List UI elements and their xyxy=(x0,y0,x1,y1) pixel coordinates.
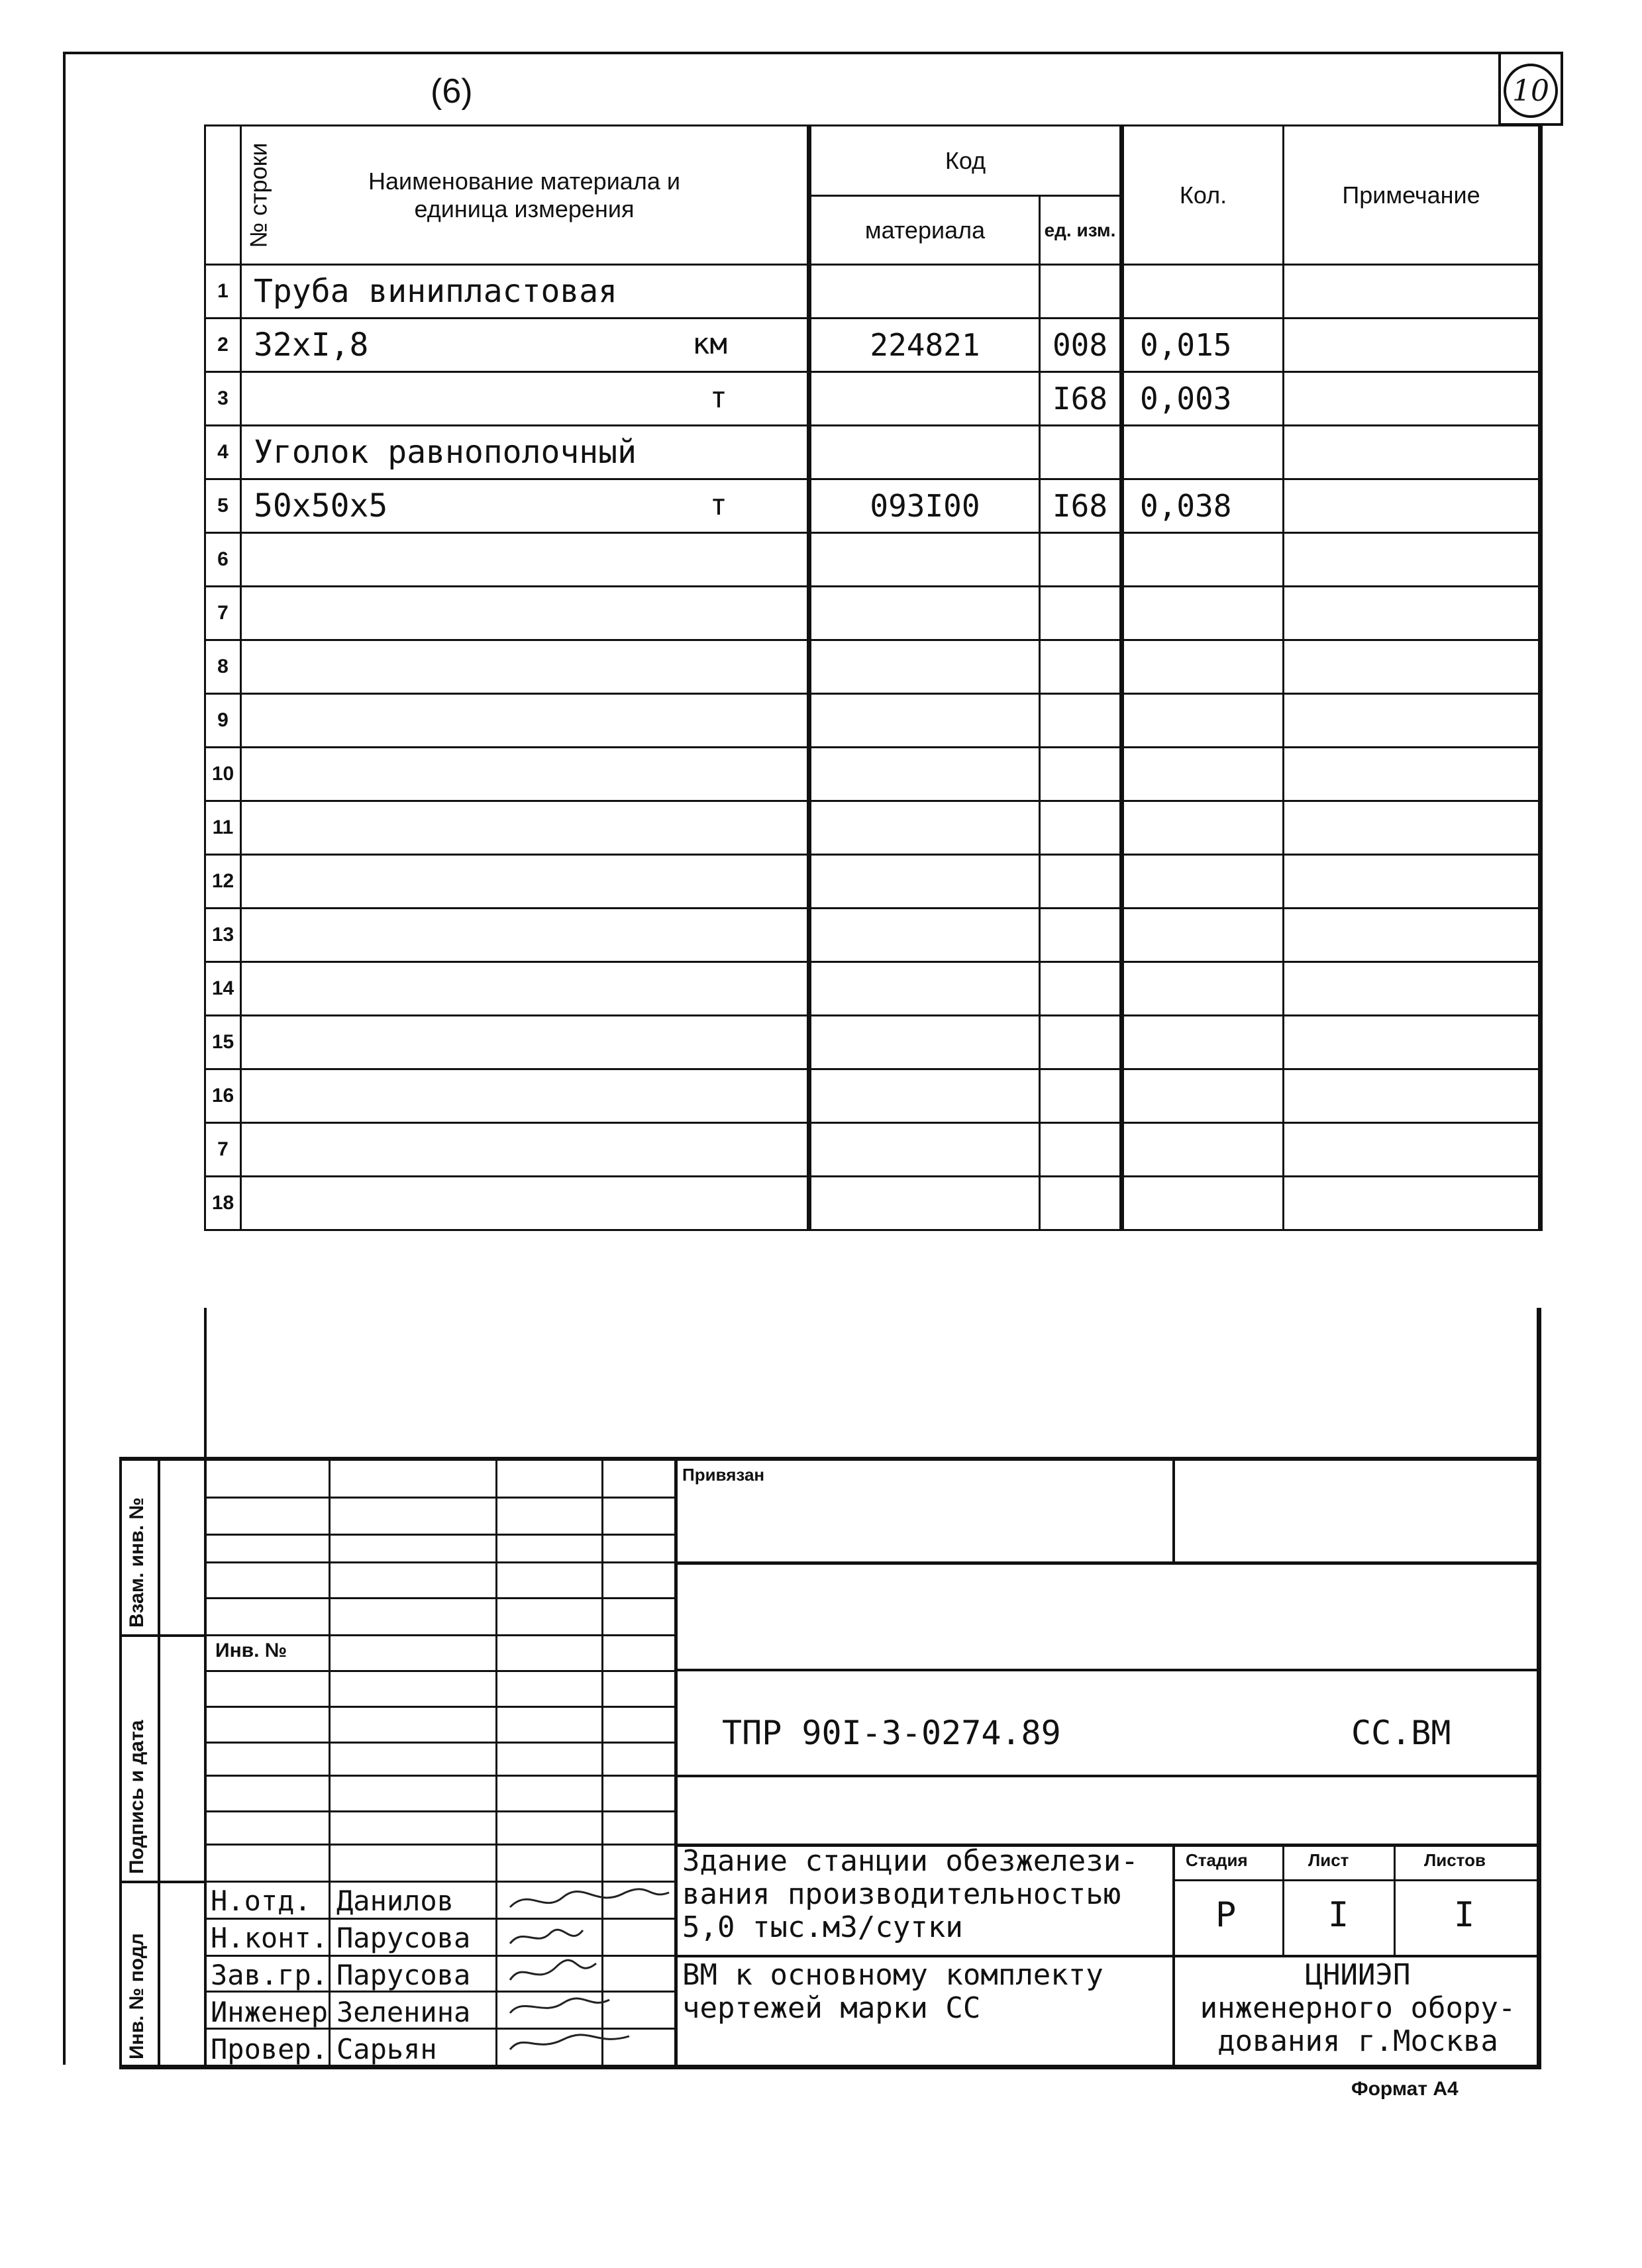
stage-header-line xyxy=(1172,1879,1541,1881)
header-material: материала xyxy=(809,196,1040,265)
object-title-line3: 5,0 тыс.м3/сутки xyxy=(682,1910,963,1944)
side-label-vzam: Взам. инв. № xyxy=(126,1497,148,1628)
row-unit-code: I68 xyxy=(1040,372,1122,426)
organization-line3: дования г.Москва xyxy=(1217,2024,1498,2058)
table-row xyxy=(205,372,1541,426)
row-material-code xyxy=(809,694,1040,748)
row-number: 7 xyxy=(205,587,241,640)
signatures xyxy=(497,1881,676,2066)
table-row xyxy=(205,1177,1541,1230)
header-qty: Кол. xyxy=(1122,126,1284,265)
row-unit-code xyxy=(1040,1177,1122,1230)
row-number: 18 xyxy=(205,1177,241,1230)
row-material-code xyxy=(809,801,1040,855)
page-label: (6) xyxy=(431,72,473,111)
row-unit-code xyxy=(1040,1069,1122,1123)
doc-mark: СС.ВМ xyxy=(1351,1714,1451,1752)
row-material-code xyxy=(809,909,1040,962)
row-unit-code xyxy=(1040,587,1122,640)
row-note xyxy=(1284,1123,1541,1177)
row-number: 12 xyxy=(205,855,241,909)
row-note xyxy=(1284,319,1541,372)
staff-role: Н.отд. xyxy=(211,1885,311,1917)
row-quantity xyxy=(1122,1177,1284,1230)
table-row xyxy=(205,640,1541,694)
stamp-grid-row-line xyxy=(204,1775,676,1777)
privyazan-divider xyxy=(1172,1457,1175,1563)
table-row xyxy=(205,694,1541,748)
stamp-grid-row-line xyxy=(204,1597,676,1599)
row-number: 15 xyxy=(205,1016,241,1069)
row-name-text: 50х50х5 xyxy=(254,487,388,524)
row-name-text: Уголок равнополочный xyxy=(254,434,637,471)
privyazan-label: Привязан xyxy=(682,1465,765,1485)
row-quantity xyxy=(1122,909,1284,962)
row-number: 7 xyxy=(205,1123,241,1177)
row-material-code xyxy=(809,1123,1040,1177)
table-row xyxy=(205,1016,1541,1069)
row-material-code xyxy=(809,1069,1040,1123)
signature-2 xyxy=(510,1930,583,1944)
stamp-top-line xyxy=(119,1457,1541,1461)
header-row-no: № строки xyxy=(205,126,241,265)
right-line-3 xyxy=(674,1775,1541,1777)
row-note xyxy=(1284,372,1541,426)
row-note xyxy=(1284,694,1541,748)
row-quantity: 0,003 xyxy=(1122,372,1284,426)
row-material-code: 093I00 xyxy=(809,479,1040,533)
row-quantity xyxy=(1122,801,1284,855)
row-quantity xyxy=(1122,694,1284,748)
signature-4 xyxy=(510,1998,609,2013)
document-title-line2: чертежей марки СС xyxy=(682,1991,981,2025)
row-note xyxy=(1284,533,1541,587)
side-label-inv-podl: Инв. № подл xyxy=(126,1933,148,2059)
stamp-grid-row-line xyxy=(204,1670,676,1672)
organization-line2: инженерного обору- xyxy=(1200,1991,1516,2025)
row-unit-code xyxy=(1040,909,1122,962)
row-number: 10 xyxy=(205,748,241,801)
row-note xyxy=(1284,265,1541,319)
sheets-value: I xyxy=(1454,1895,1475,1935)
object-title-line1: Здание станции обезжелези- xyxy=(682,1844,1139,1878)
right-line-2 xyxy=(674,1669,1541,1671)
stage-block-div2 xyxy=(1394,1844,1396,1956)
table-row xyxy=(205,479,1541,533)
row-material-code xyxy=(809,426,1040,479)
row-quantity xyxy=(1122,640,1284,694)
row-unit-label: т xyxy=(709,381,727,415)
row-number: 14 xyxy=(205,962,241,1016)
sheet-value: I xyxy=(1328,1895,1349,1935)
organization xyxy=(1182,1959,1533,2058)
stamp-grid-row-line xyxy=(204,1634,676,1636)
row-name xyxy=(241,748,809,801)
staff-role: Провер. xyxy=(211,2033,329,2065)
row-note xyxy=(1284,1069,1541,1123)
stamp-grid-row-line xyxy=(204,1706,676,1708)
sheet-number: 10 xyxy=(1504,64,1558,118)
stamp-bottom-line xyxy=(119,2065,1541,2069)
row-number: 2 xyxy=(205,319,241,372)
document-title xyxy=(682,1959,1103,2025)
row-unit-code: I68 xyxy=(1040,479,1122,533)
row-name xyxy=(241,1016,809,1069)
row-note xyxy=(1284,909,1541,962)
row-quantity xyxy=(1122,962,1284,1016)
row-name xyxy=(241,479,809,533)
object-title xyxy=(682,1845,1139,1944)
stamp-grid-row-line xyxy=(204,1844,676,1846)
row-name xyxy=(241,694,809,748)
row-material-code xyxy=(809,748,1040,801)
stamp-grid-row-line xyxy=(204,1497,676,1499)
row-note xyxy=(1284,426,1541,479)
stage-label: Стадия xyxy=(1186,1850,1248,1870)
table-row xyxy=(205,909,1541,962)
row-note xyxy=(1284,1016,1541,1069)
table-row xyxy=(205,265,1541,319)
row-name xyxy=(241,426,809,479)
row-quantity xyxy=(1122,587,1284,640)
document-title-line1: ВМ к основному комплекту xyxy=(682,1958,1103,1992)
row-name xyxy=(241,372,809,426)
signature-1 xyxy=(510,1889,669,1907)
row-name xyxy=(241,265,809,319)
row-unit-code xyxy=(1040,748,1122,801)
table-row xyxy=(205,1123,1541,1177)
header-unit: ед. изм. xyxy=(1040,196,1122,265)
staff-role: Н.конт. xyxy=(211,1922,329,1954)
header-code: Код xyxy=(809,126,1122,196)
side-strip-div2 xyxy=(119,1881,204,1883)
row-note xyxy=(1284,855,1541,909)
row-number: 16 xyxy=(205,1069,241,1123)
row-name xyxy=(241,1069,809,1123)
row-unit-code: 008 xyxy=(1040,319,1122,372)
row-material-code xyxy=(809,265,1040,319)
row-number: 9 xyxy=(205,694,241,748)
row-note xyxy=(1284,801,1541,855)
row-unit-code xyxy=(1040,533,1122,587)
table-row xyxy=(205,319,1541,372)
row-unit-code xyxy=(1040,801,1122,855)
row-note xyxy=(1284,479,1541,533)
row-unit-code xyxy=(1040,1123,1122,1177)
table-row xyxy=(205,426,1541,479)
row-unit-code xyxy=(1040,694,1122,748)
stamp-grid-row-line xyxy=(204,1534,676,1536)
row-material-code xyxy=(809,372,1040,426)
staff-role: Инженер xyxy=(211,1996,329,2028)
stage-block-left xyxy=(1172,1844,1175,2069)
materials-table xyxy=(204,124,1543,1231)
right-line-1 xyxy=(674,1561,1541,1565)
row-material-code xyxy=(809,855,1040,909)
signature-3 xyxy=(510,1960,596,1980)
table-row xyxy=(205,801,1541,855)
row-name-text: 32хI,8 xyxy=(254,326,369,364)
row-note xyxy=(1284,587,1541,640)
row-name xyxy=(241,962,809,1016)
row-material-code xyxy=(809,1177,1040,1230)
row-name xyxy=(241,640,809,694)
table-row xyxy=(205,855,1541,909)
row-material-code xyxy=(809,962,1040,1016)
row-unit-code xyxy=(1040,855,1122,909)
row-name xyxy=(241,587,809,640)
row-quantity xyxy=(1122,855,1284,909)
signature-5 xyxy=(510,2035,629,2049)
stamp-grid-row-line xyxy=(204,1810,676,1812)
row-material-code xyxy=(809,587,1040,640)
table-row xyxy=(205,1069,1541,1123)
row-name xyxy=(241,855,809,909)
staff-name: Зеленина xyxy=(336,1996,471,2028)
row-note xyxy=(1284,1177,1541,1230)
header-name: Наименование материала и единица измерения xyxy=(241,126,809,265)
side-label-podpis: Подпись и дата xyxy=(126,1720,148,1874)
row-name xyxy=(241,319,809,372)
staff-name: Парусова xyxy=(336,1922,471,1954)
row-unit-code xyxy=(1040,265,1122,319)
right-line-5 xyxy=(674,1955,1541,1957)
row-quantity xyxy=(1122,1123,1284,1177)
row-note xyxy=(1284,962,1541,1016)
sheet-label: Лист xyxy=(1308,1850,1349,1870)
doc-code: ТПР 90I-3-0274.89 xyxy=(722,1714,1061,1752)
row-quantity xyxy=(1122,1069,1284,1123)
row-unit-label: т xyxy=(709,488,727,522)
row-note xyxy=(1284,748,1541,801)
row-unit-label: км xyxy=(692,327,727,361)
row-number: 13 xyxy=(205,909,241,962)
row-unit-code xyxy=(1040,1016,1122,1069)
row-name xyxy=(241,909,809,962)
header-note: Примечание xyxy=(1284,126,1541,265)
row-material-code xyxy=(809,1016,1040,1069)
row-number: 8 xyxy=(205,640,241,694)
row-quantity xyxy=(1122,748,1284,801)
row-material-code xyxy=(809,533,1040,587)
row-material-code xyxy=(809,640,1040,694)
row-quantity xyxy=(1122,265,1284,319)
table-row xyxy=(205,533,1541,587)
row-name xyxy=(241,533,809,587)
row-number: 5 xyxy=(205,479,241,533)
inv-no-label: Инв. № xyxy=(215,1640,287,1661)
stage-block-div1 xyxy=(1282,1844,1284,1956)
table-row xyxy=(205,587,1541,640)
row-number: 3 xyxy=(205,372,241,426)
stage-value: Р xyxy=(1215,1895,1237,1935)
row-name-text: Труба винипластовая xyxy=(254,273,618,310)
stamp-grid-row-line xyxy=(204,1561,676,1563)
row-name xyxy=(241,1177,809,1230)
side-strip-right xyxy=(158,1457,160,2069)
row-name xyxy=(241,801,809,855)
object-title-line2: вания производительностью xyxy=(682,1877,1121,1911)
row-name xyxy=(241,1123,809,1177)
stamp-grid-row-line xyxy=(204,1742,676,1744)
row-quantity: 0,015 xyxy=(1122,319,1284,372)
side-strip-div1 xyxy=(119,1634,204,1637)
grid-col-1 xyxy=(329,1457,331,2069)
side-strip-left xyxy=(119,1457,122,2069)
table-row xyxy=(205,962,1541,1016)
row-number: 1 xyxy=(205,265,241,319)
staff-name: Данилов xyxy=(336,1885,454,1917)
staff-name: Парусова xyxy=(336,1959,471,1991)
row-unit-code xyxy=(1040,640,1122,694)
row-unit-code xyxy=(1040,962,1122,1016)
row-unit-code xyxy=(1040,426,1122,479)
row-number: 4 xyxy=(205,426,241,479)
row-quantity xyxy=(1122,1016,1284,1069)
row-quantity: 0,038 xyxy=(1122,479,1284,533)
row-number: 11 xyxy=(205,801,241,855)
row-number: 6 xyxy=(205,533,241,587)
format-label: Формат А4 xyxy=(1351,2078,1459,2100)
row-material-code: 224821 xyxy=(809,319,1040,372)
table-row xyxy=(205,748,1541,801)
staff-name: Сарьян xyxy=(336,2033,437,2065)
sheets-label: Листов xyxy=(1424,1850,1486,1870)
row-note xyxy=(1284,640,1541,694)
row-quantity xyxy=(1122,533,1284,587)
row-quantity xyxy=(1122,426,1284,479)
staff-role: Зав.гр. xyxy=(211,1959,329,1991)
organization-line1: ЦНИИЭП xyxy=(1305,1958,1411,1992)
